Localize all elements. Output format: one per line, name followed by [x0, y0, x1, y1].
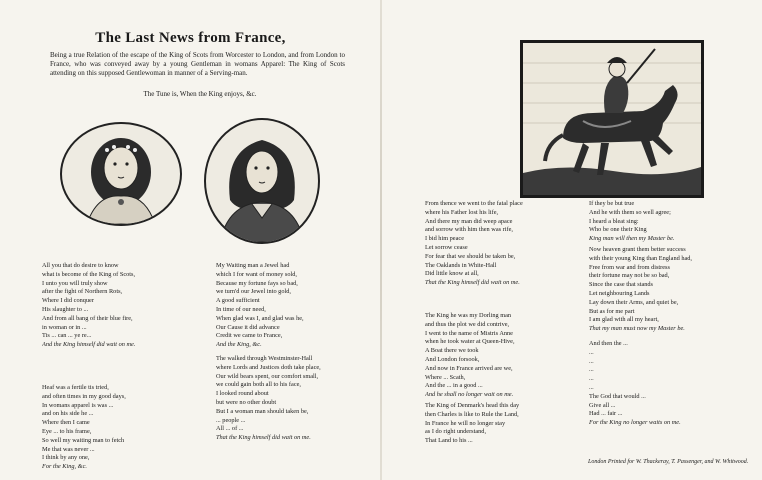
verse-line: I unto you will truly show — [42, 279, 108, 287]
verse-line: That Land to his ... — [425, 437, 473, 445]
stanza-4 — [216, 355, 321, 443]
verse-line: and on his side he ... — [42, 410, 94, 418]
verse-line: then Charles is like to Rule the Land, — [425, 410, 519, 418]
stanza-7 — [425, 312, 515, 400]
verse-line: The King he was my Dorling man — [425, 312, 512, 319]
page-fold — [380, 0, 382, 480]
stanza-8 — [589, 246, 692, 334]
verse-line: what is become of the King of Scots, — [42, 270, 136, 278]
verse-line: His slaughter to ... — [42, 305, 89, 313]
stanza-3 — [42, 384, 126, 472]
verse-line: And the King, &c. — [216, 341, 262, 349]
verse-line: And he shall no longer wait on me. — [425, 391, 514, 399]
verse-line: From thence we went to the fatal place — [425, 200, 523, 207]
verse-line: Had ... fair ... — [589, 410, 623, 418]
stanza-5 — [425, 200, 523, 288]
verse-line: In time of our need, — [216, 305, 266, 313]
verse-line: And London forsook, — [425, 355, 480, 363]
verse-line: Credit we came to France, — [216, 332, 283, 340]
verse-line: where his Father lost his life, — [425, 208, 499, 216]
verse-line: I bid him peace — [425, 235, 464, 243]
verse-line: I am glad with all my heart, — [589, 316, 659, 324]
verse-line: and often times in my good days, — [42, 392, 126, 400]
verse-line: I looked round about — [216, 390, 269, 398]
verse-line: as I do right understand, — [425, 428, 487, 436]
ballad-title: The Last News from France, — [95, 30, 286, 46]
verse-line: King man will then my Master be. — [589, 235, 675, 243]
verse-line: For the King no longer waits on me. — [589, 419, 681, 427]
verse-line: with their young King than England had, — [589, 254, 693, 262]
verse-line: ... people ... — [216, 416, 246, 424]
female-portrait-icon — [62, 124, 180, 224]
verse-line: Because my fortune fays so bad, — [216, 279, 298, 287]
verse-line: Where then I came — [42, 419, 90, 427]
verse-line: And from all bang of their blue fire, — [42, 314, 133, 322]
verse-line: In womans apparel is was ... — [42, 401, 114, 409]
verse-line: My Waiting man a Jewel had — [216, 262, 290, 269]
verse-line: I heard a bleat sing: — [589, 217, 639, 225]
verse-line: Heaf was a fertile tis tried, — [42, 384, 109, 391]
verse-line: The walked through Westminster-Hall — [216, 355, 313, 362]
verse-line: Free from war and from distress — [589, 263, 670, 271]
stanza-6 — [589, 200, 675, 244]
stanza-1 — [42, 262, 135, 350]
verse-line: All ... of ... — [216, 425, 244, 433]
verse-line: And then the ... — [589, 340, 628, 347]
verse-line: we turn'd our Jewel into gold, — [216, 288, 291, 296]
verse-line: Me that was never ... — [42, 445, 95, 453]
verse-line: So well my waiting man to fetch — [42, 436, 125, 444]
verse-line: But as for me part — [589, 307, 635, 315]
verse-line: their fortune may not be so bad, — [589, 272, 670, 280]
stanza-9 — [425, 402, 519, 446]
verse-line: Where ... Scath, — [425, 373, 466, 381]
verse-line: Tis ... can ... ye re... — [42, 332, 92, 340]
verse-line: All you that do desire to know — [42, 262, 119, 269]
verse-line: in woman or in ... — [42, 323, 87, 331]
verse-line: For fear that we should be taken be, — [425, 252, 516, 260]
verse-line: I went to the name of Mistris Anne — [425, 329, 513, 337]
verse-line: ... — [589, 348, 594, 356]
verse-line: we could gain both all to his face, — [216, 381, 301, 389]
verse-line: But I a woman man should taken be, — [216, 407, 309, 415]
verse-line: when he took water at Queen-Hive, — [425, 338, 515, 346]
verse-line: The Oaklands in White-Hall — [425, 261, 497, 269]
verse-line: And now in France arrived are we, — [425, 364, 513, 372]
verse-line: ... — [589, 375, 594, 383]
verse-line: Give all ... — [589, 401, 616, 409]
verse-line: I think by any one, — [42, 454, 90, 462]
verse-line: Where I did conquer — [42, 297, 94, 305]
verse-line: where Lords and Justices doth take place, — [216, 363, 321, 371]
verse-line: Did little know at all, — [425, 270, 479, 278]
verse-line: ... — [589, 366, 594, 374]
female-portrait — [60, 122, 182, 226]
verse-line: And he with them so well agree; — [589, 208, 671, 216]
verse-line: And the King himself did wait on me. — [42, 341, 136, 349]
ballad-subtitle: Being a true Relation of the escape of the King of Scots from Worcester to London, and from London to France, who was conveyed away by a young Gentleman in womans Apparel: The King of Scots attending on this supposed Gentlewoman in manner of a Serving-man. — [50, 51, 345, 77]
verse-line: That the King himself did wait on me. — [216, 434, 311, 442]
horse-rider-icon — [523, 43, 701, 195]
verse-line: The King of Denmark's head this day — [425, 402, 520, 409]
male-portrait-icon — [206, 120, 318, 242]
verse-line: and sorrow with him then was rife, — [425, 226, 513, 234]
verse-line: If they be but true — [589, 200, 635, 207]
verse-line: A good sufficient — [216, 297, 260, 305]
verse-line: A Boat there we took — [425, 347, 479, 355]
verse-line: When glad was I, and glad was he, — [216, 314, 304, 322]
male-portrait — [204, 118, 320, 244]
stanza-10 — [589, 340, 681, 428]
verse-line: The God that would ... — [589, 392, 646, 400]
verse-line: Our wild bears spent, our comfort small, — [216, 372, 319, 380]
verse-line: Eye ... to his frame, — [42, 427, 92, 435]
verse-line: That my man must now my Master be. — [589, 325, 685, 333]
verse-line: Now heaven grant them better success — [589, 246, 686, 253]
verse-line: And the ... in a good ... — [425, 382, 483, 390]
verse-line: And there my man did weep apace — [425, 217, 513, 225]
printer-imprint: London Printed for W. Thackeray, T. Passenger, and W. Whitwood. — [588, 459, 749, 465]
verse-line: ... — [589, 383, 594, 391]
verse-line: Who be one their King — [589, 226, 647, 234]
verse-line: That the King himself did wait on me. — [425, 279, 520, 287]
stanza-2 — [216, 262, 304, 350]
verse-line: Lay down their Arms, and quiet be, — [589, 298, 679, 306]
tune-line: The Tune is, When the King enjoys, &c. — [143, 90, 257, 98]
verse-line: Let neighbouring Lands — [589, 289, 650, 297]
verse-line: which I for want of money sold, — [216, 270, 297, 278]
verse-line: Since the case that stands — [589, 281, 653, 289]
verse-line: after the fight of Northern Rots, — [42, 288, 123, 296]
verse-line: and thus the plot we did contrive, — [425, 320, 510, 328]
verse-line: but were no other doubt — [216, 398, 277, 406]
verse-line: Our Cause it did advance — [216, 323, 280, 331]
verse-line: Let sorrow cease — [425, 243, 468, 251]
verse-line: ... — [589, 357, 594, 365]
verse-line: In France he will no longer stay — [425, 419, 506, 427]
verse-line: For the King, &c. — [42, 463, 87, 471]
rider-on-horse-woodcut — [520, 40, 704, 198]
